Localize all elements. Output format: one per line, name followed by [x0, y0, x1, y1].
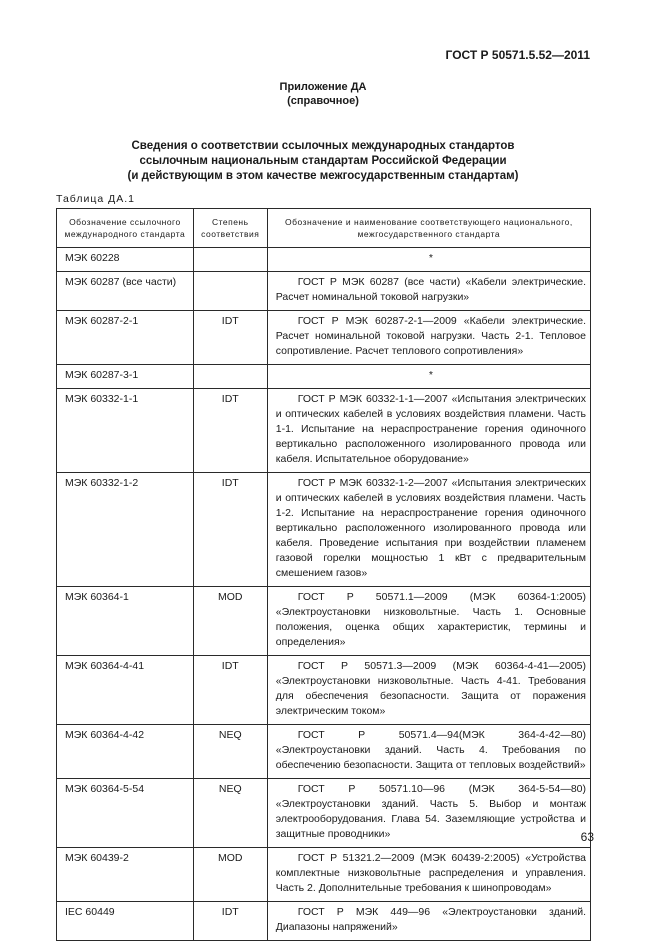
- intl-standard-cell: МЭК 60364-5-54: [57, 779, 194, 848]
- intl-standard-cell: МЭК 60287 (все части): [57, 272, 194, 311]
- national-standard-cell: [267, 272, 590, 311]
- national-standard-text: ГОСТ Р 51321.2—2009 (МЭК 60439-2:2005) «Устройства комплектные низковольтные распределения и управления. Часть 2. Дополнительные требования к шинопроводам»: [275, 852, 586, 894]
- national-standard-cell: [267, 473, 590, 587]
- intl-standard-cell: МЭК 60439-2: [57, 848, 194, 902]
- table-row: [57, 311, 591, 365]
- national-standard-text: ГОСТ Р 50571.10—96 (МЭК 364-5-54—80) «Электроустановки зданий. Часть 5. Выбор и монтаж электрооборудования. Глава 54. Заземляющие устройства и защитные проводники»: [275, 783, 586, 840]
- table-row: [57, 473, 591, 587]
- column-header-intl-standard: [57, 209, 194, 248]
- header-line: Обозначение и наименование соответствующего национального,: [284, 217, 573, 227]
- national-standard-cell: [267, 587, 590, 656]
- national-standard-cell: [267, 848, 590, 902]
- national-standard-cell: [267, 779, 590, 848]
- table-header-row: [57, 209, 591, 248]
- header-line: соответствия: [201, 229, 260, 239]
- header-line: межгосударственного стандарта: [357, 229, 501, 239]
- intl-standard-cell: МЭК 60364-4-42: [57, 725, 194, 779]
- table-row: [57, 848, 591, 902]
- table-row: [57, 779, 591, 848]
- intl-standard-cell: МЭК 60332-1-2: [57, 473, 194, 587]
- no-equivalent-mark: *: [428, 252, 433, 264]
- column-header-degree: [193, 209, 267, 248]
- national-standard-cell: [267, 311, 590, 365]
- table-row: [57, 725, 591, 779]
- table-row: [57, 365, 591, 389]
- table-row: [57, 272, 591, 311]
- degree-cell: MOD: [193, 587, 267, 656]
- correspondence-table: [56, 208, 591, 941]
- national-standard-text: ГОСТ Р МЭК 60332-1-1—2007 «Испытания электрических и оптических кабелей в условиях воздействия пламени. Часть 1-1. Испытание на нераспространение горения одиночного вертикально расположенного изолированного провода или кабеля. Испытательное оборудование»: [275, 393, 586, 465]
- heading-line: ссылочным национальным стандартам Российской Федерации: [139, 155, 507, 167]
- national-standard-text: ГОСТ Р 50571.1—2009 (МЭК 60364-1:2005) «Электроустановки низковольтные. Часть 1. Основные положения, оценка общих характеристик, термины и определения»: [275, 591, 586, 648]
- page-number: 63: [580, 830, 594, 844]
- degree-cell: MOD: [193, 848, 267, 902]
- heading-line: Сведения о соответствии ссылочных международных стандартов: [131, 140, 515, 152]
- intl-standard-cell: МЭК 60364-1: [57, 587, 194, 656]
- heading-line: (и действующим в этом качестве межгосударственным стандартам): [127, 170, 519, 182]
- intl-standard-cell: IEC 60449: [57, 902, 194, 941]
- table-row: [57, 587, 591, 656]
- national-standard-text: ГОСТ Р МЭК 449—96 «Электроустановки зданий. Диапазоны напряжений»: [275, 906, 586, 933]
- national-standard-cell: [267, 389, 590, 473]
- header-line: Обозначение ссылочного: [69, 217, 181, 227]
- section-heading: [40, 139, 606, 184]
- degree-cell: NEQ: [193, 779, 267, 848]
- table-label: Таблица ДА.1: [56, 193, 135, 205]
- degree-cell: IDT: [193, 473, 267, 587]
- intl-standard-cell: МЭК 60228: [57, 248, 194, 272]
- degree-cell: IDT: [193, 902, 267, 941]
- table-row: [57, 248, 591, 272]
- appendix-block: [0, 80, 646, 108]
- intl-standard-cell: МЭК 60332-1-1: [57, 389, 194, 473]
- document-code: ГОСТ Р 50571.5.52—2011: [445, 48, 590, 62]
- national-standard-cell: [267, 365, 590, 389]
- degree-cell: NEQ: [193, 725, 267, 779]
- degree-cell: [193, 272, 267, 311]
- header-line: международного стандарта: [64, 229, 186, 239]
- no-equivalent-mark: *: [428, 369, 433, 381]
- degree-cell: [193, 365, 267, 389]
- national-standard-cell: [267, 902, 590, 941]
- degree-cell: [193, 248, 267, 272]
- national-standard-text: ГОСТ Р МЭК 60287 (все части) «Кабели электрические. Расчет номинальной токовой нагрузки»: [275, 276, 586, 303]
- header-line: Степень: [211, 217, 249, 227]
- national-standard-text: ГОСТ Р 50571.3—2009 (МЭК 60364-4-41—2005) «Электроустановки низковольтные. Часть 4-41. Требования для обеспечения безопасности. Защита от поражения электрическим током»: [275, 660, 586, 717]
- appendix-subtitle: (справочное): [287, 95, 359, 107]
- national-standard-cell: [267, 656, 590, 725]
- degree-cell: IDT: [193, 389, 267, 473]
- table-row: [57, 389, 591, 473]
- national-standard-text: ГОСТ Р МЭК 60287-2-1—2009 «Кабели электрические. Расчет номинальной токовой нагрузки. Часть 2-1. Тепловое сопротивление. Расчет теплового сопротивления»: [275, 315, 586, 357]
- intl-standard-cell: МЭК 60287-2-1: [57, 311, 194, 365]
- degree-cell: IDT: [193, 656, 267, 725]
- appendix-title: Приложение ДА: [279, 81, 367, 93]
- table-row: [57, 902, 591, 941]
- national-standard-text: ГОСТ Р 50571.4—94(МЭК 364-4-42—80) «Электроустановки зданий. Часть 4. Требования по обеспечению безопасности. Защита от тепловых воздействий»: [275, 729, 586, 771]
- national-standard-cell: [267, 248, 590, 272]
- intl-standard-cell: МЭК 60287-3-1: [57, 365, 194, 389]
- degree-cell: IDT: [193, 311, 267, 365]
- intl-standard-cell: МЭК 60364-4-41: [57, 656, 194, 725]
- column-header-national-standard: [267, 209, 590, 248]
- national-standard-cell: [267, 725, 590, 779]
- table-row: [57, 656, 591, 725]
- national-standard-text: ГОСТ Р МЭК 60332-1-2—2007 «Испытания электрических и оптических кабелей в условиях воздействия пламени. Часть 1-2. Испытание на нераспространение горения одиночного вертикально расположенного изолированного провода или кабеля. Проведение испытания при воздействии пламенем газовой горелки мощностью 1 кВт с предварительным смешением газов»: [275, 477, 586, 579]
